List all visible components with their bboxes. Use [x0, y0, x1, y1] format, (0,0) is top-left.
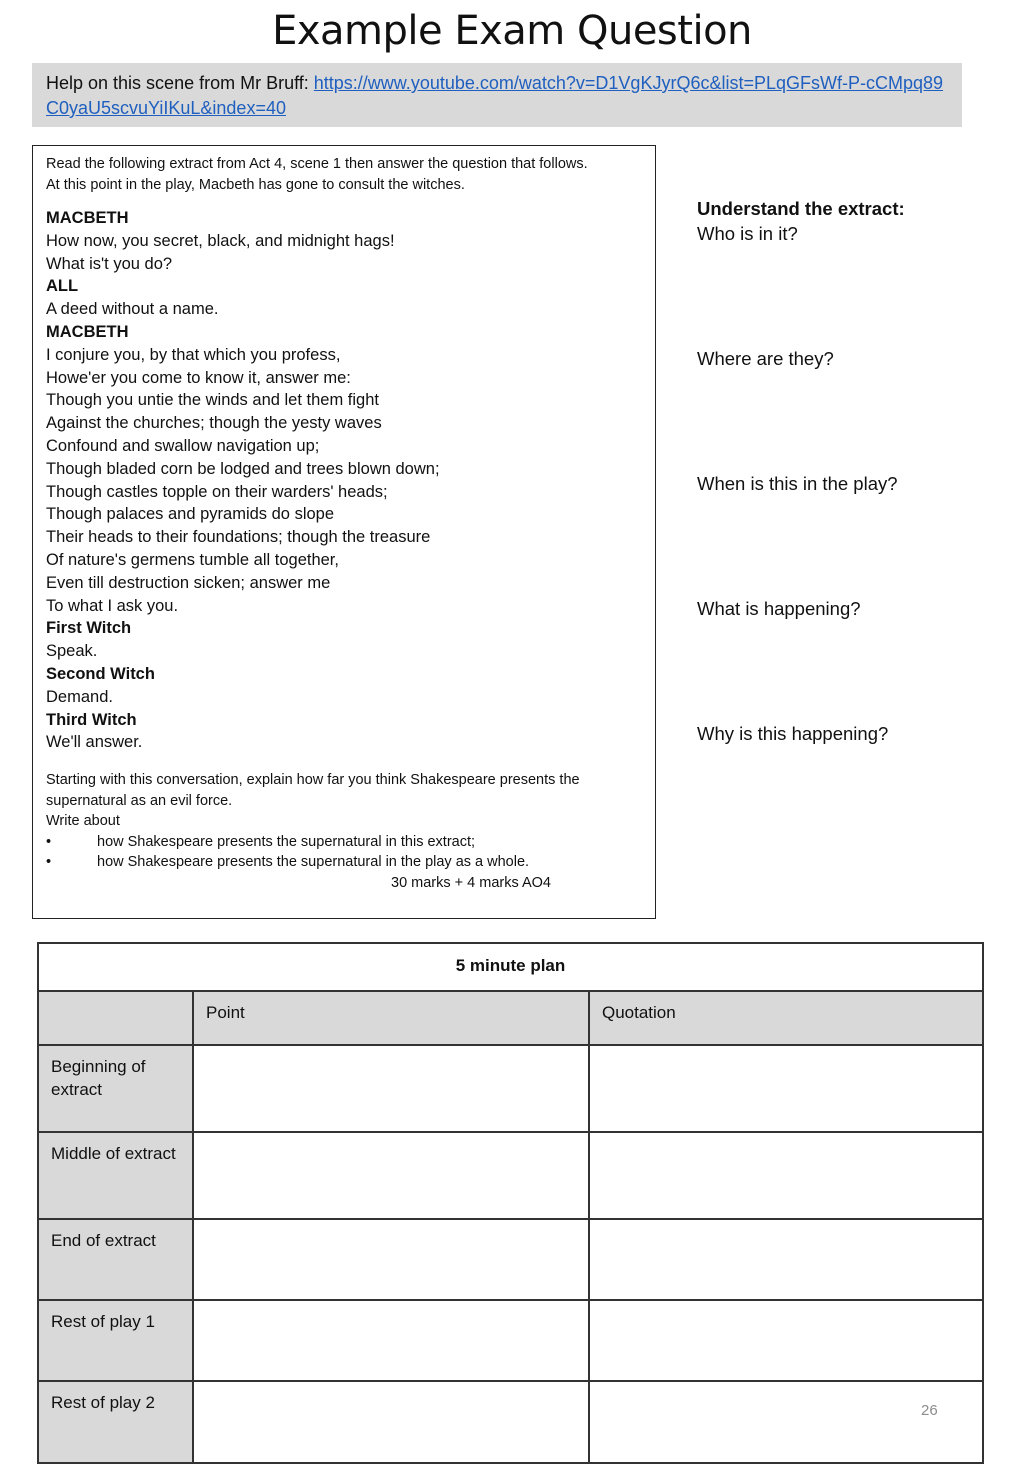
- play-line: Howe'er you come to know it, answer me:: [46, 368, 351, 387]
- speaker-name: MACBETH: [46, 322, 129, 341]
- play-line: Though palaces and pyramids do slope: [46, 505, 335, 524]
- point-cell[interactable]: [193, 1045, 589, 1132]
- help-link[interactable]: https://www.youtube.com/watch?v=D1VgKJyrQ6c&list=PLqGFsWf-P-cCMpq89C0yaU5scvuYiIKuL&index=40: [46, 73, 944, 118]
- point-cell[interactable]: [193, 1132, 589, 1219]
- question-item: Who is in it?: [697, 223, 798, 244]
- play-line: What is't you do?: [46, 254, 173, 273]
- bullet-text: how Shakespeare presents the supernatural in the play as a whole.: [97, 854, 530, 871]
- header-quotation: Quotation: [589, 991, 983, 1045]
- question-item: Where are they?: [697, 348, 834, 369]
- point-cell[interactable]: [193, 1381, 589, 1463]
- speaker-name: Second Witch: [46, 664, 155, 683]
- bullet-icon: •: [46, 854, 52, 871]
- play-line: I conjure you, by that which you profess,: [46, 345, 341, 364]
- exam-task: [46, 770, 642, 893]
- task-line: Write about: [46, 813, 120, 830]
- play-line: We'll answer.: [46, 733, 143, 752]
- play-line: Of nature's germens tumble all together,: [46, 550, 339, 569]
- page-title: Example Exam Question: [272, 8, 752, 54]
- speaker-name: First Witch: [46, 619, 132, 638]
- row-label: End of extract: [38, 1219, 193, 1300]
- intro-line: At this point in the play, Macbeth has gone to consult the witches.: [46, 176, 465, 193]
- play-line: Even till destruction sicken; answer me: [46, 573, 331, 592]
- row-label: Rest of play 1: [38, 1300, 193, 1381]
- play-line: To what I ask you.: [46, 596, 179, 615]
- header-point: Point: [193, 991, 589, 1045]
- extract-intro: [46, 154, 642, 195]
- play-line: Against the churches; though the yesty waves: [46, 414, 382, 433]
- task-bullet: [46, 832, 642, 853]
- play-line: Though you untie the winds and let them fight: [46, 391, 379, 410]
- play-extract: [46, 207, 642, 754]
- row-label: Middle of extract: [38, 1132, 193, 1219]
- bullet-text: how Shakespeare presents the supernatural in this extract;: [97, 833, 476, 850]
- marks-text: 30 marks + 4 marks AO4: [391, 874, 551, 891]
- quotation-cell[interactable]: [589, 1045, 983, 1132]
- quotation-cell[interactable]: [589, 1219, 983, 1300]
- help-bar: [32, 63, 962, 127]
- speaker-name: ALL: [46, 277, 79, 296]
- extract-box: [32, 145, 656, 919]
- play-line: Demand.: [46, 687, 113, 706]
- row-label: Rest of play 2: [38, 1381, 193, 1463]
- task-bullet: [46, 852, 642, 873]
- question-item: Why is this happening?: [697, 723, 889, 744]
- play-line: Though bladed corn be lodged and trees blown down;: [46, 459, 440, 478]
- plan-row: [38, 1300, 983, 1381]
- plan-row: [38, 1381, 983, 1463]
- quotation-cell[interactable]: [589, 1132, 983, 1219]
- plan-table: [37, 942, 984, 1464]
- play-line: A deed without a name.: [46, 300, 219, 319]
- speaker-name: MACBETH: [46, 209, 129, 227]
- speaker-name: Third Witch: [46, 710, 137, 729]
- quotation-cell[interactable]: [589, 1381, 983, 1463]
- page-number: 26: [921, 1402, 938, 1419]
- task-line: supernatural as an evil force.: [46, 792, 233, 809]
- quotation-cell[interactable]: [589, 1300, 983, 1381]
- play-line: How now, you secret, black, and midnight hags!: [46, 231, 395, 250]
- plan-row: [38, 1045, 983, 1132]
- plan-title: 5 minute plan: [38, 943, 983, 991]
- questions-title: Understand the extract:: [697, 198, 905, 219]
- row-label: Beginning of extract: [38, 1045, 193, 1132]
- point-cell[interactable]: [193, 1300, 589, 1381]
- play-line: Their heads to their foundations; though the treasure: [46, 528, 431, 547]
- question-item: When is this in the play?: [697, 473, 898, 494]
- intro-line: Read the following extract from Act 4, scene 1 then answer the question that follows.: [46, 156, 588, 172]
- point-cell[interactable]: [193, 1219, 589, 1300]
- play-line: Speak.: [46, 642, 98, 661]
- plan-header-row: [38, 991, 983, 1045]
- question-item: What is happening?: [697, 598, 861, 619]
- bullet-icon: •: [46, 833, 52, 850]
- plan-row: [38, 1219, 983, 1300]
- understanding-questions: [697, 196, 1007, 744]
- task-line: Starting with this conversation, explain how far you think Shakespeare presents the: [46, 772, 580, 789]
- play-line: Though castles topple on their warders' heads;: [46, 482, 388, 501]
- plan-row: [38, 1132, 983, 1219]
- header-cell-blank: [38, 991, 193, 1045]
- play-line: Confound and swallow navigation up;: [46, 436, 320, 455]
- help-text: Help on this scene from Mr Bruff:: [46, 73, 314, 93]
- plan-title-row: [38, 943, 983, 991]
